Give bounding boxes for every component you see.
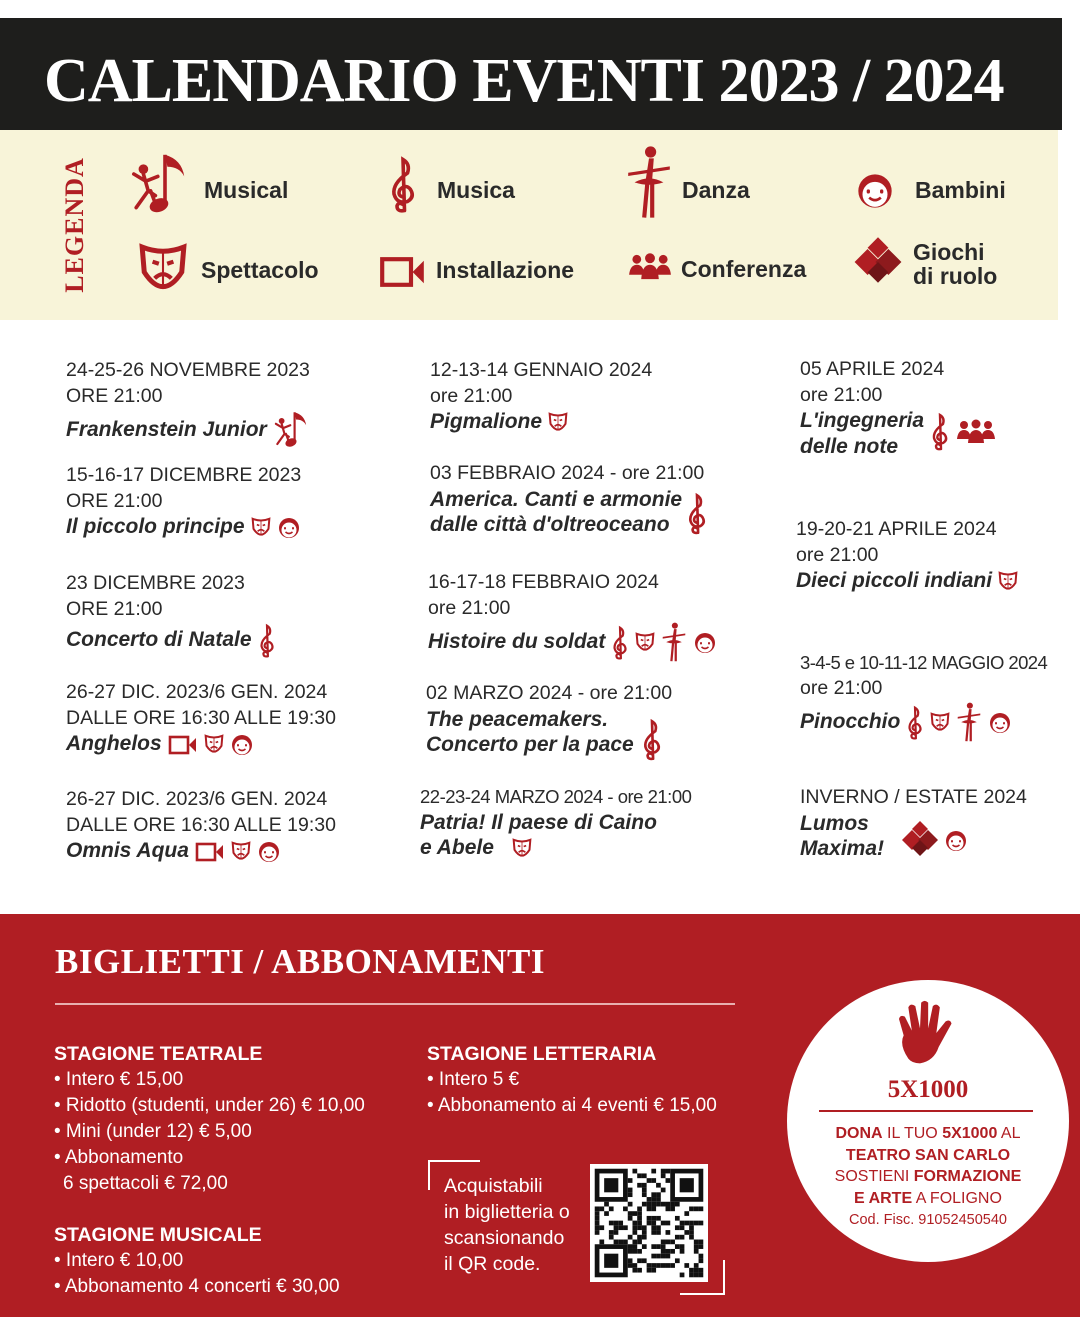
dancer-icon [661, 621, 687, 665]
child-face-icon [257, 840, 281, 864]
event-title: America. Canti e armonie [430, 487, 683, 511]
treble-clef-icon [906, 703, 924, 743]
child-face-icon [277, 516, 301, 540]
donation-title: 5X1000 [887, 1076, 969, 1103]
video-camera-icon [379, 254, 427, 290]
people-group-icon [956, 418, 996, 446]
legend-danza-label: Danza [682, 177, 750, 203]
event-title: Lumos [800, 811, 869, 835]
event-pigmalione: 12-13-14 GENNAIO 2024 ore 21:00 Pigmalione [430, 359, 653, 433]
event-title: Frankenstein Junior [66, 418, 267, 442]
legend-musica-label: Musica [437, 177, 515, 203]
donation-text: DONA IL TUO 5X1000 AL TEATRO SAN CARLO SOSTIENI FORMAZIONE E ARTE A FOLIGNO Cod. Fisc. 91052450540 [834, 1125, 1022, 1228]
theatre-mask-icon [930, 712, 950, 734]
event-pinocchio: 3-4-5 e 10-11-12 MAGGIO 2024 ore 21:00 Pinocchio [800, 650, 1047, 745]
theatre-mask-icon [998, 571, 1018, 593]
treble-clef-icon [258, 622, 276, 660]
theatre-mask-icon [251, 517, 271, 539]
donation-badge [787, 980, 1069, 1262]
event-title: Dieci piccoli indiani [796, 569, 993, 592]
legend-conferenza-label: Conferenza [681, 256, 807, 282]
event-piccolo-principe: 15-16-17 DICEMBRE 2023 ORE 21:00 Il piccolo principe [66, 464, 302, 538]
qr-code[interactable] [590, 1164, 708, 1282]
event-concerto-natale: 23 DICEMBRE 2023 ORE 21:00 Concerto di Natale [66, 571, 276, 660]
event-title-line2: e Abele [420, 836, 494, 859]
theatre-mask-icon [231, 841, 251, 863]
event-title-line2: Maxima! [800, 837, 885, 860]
legend-bambini-label: Bambini [915, 177, 1006, 203]
event-title: Concerto di Natale [66, 628, 252, 652]
event-title: Il piccolo principe [66, 515, 245, 538]
diamonds-icon [900, 820, 940, 860]
treble-clef-icon [388, 150, 418, 220]
child-face-icon [944, 829, 968, 853]
theatre-mask-icon [204, 734, 224, 756]
musical-icon [273, 409, 309, 453]
event-title: Patria! Il paese di Caino [420, 810, 657, 834]
treble-clef-icon [641, 716, 663, 764]
header-banner [0, 18, 1062, 130]
event-america: 03 FEBBRAIO 2024 - ore 21:00 America. Canti e armonie dalle città d'oltreoceano [430, 462, 705, 536]
legend-spettacolo-label: Spettacolo [201, 257, 319, 283]
theatre-mask-icon [635, 632, 655, 654]
event-peacemakers: 02 MARZO 2024 - ore 21:00 The peacemakers. Concerto per la pace [426, 682, 673, 756]
event-title: Omnis Aqua [66, 839, 189, 862]
diamonds-icon [852, 236, 904, 288]
event-title: Anghelos [66, 732, 162, 755]
event-patria: 22-23-24 MARZO 2024 - ore 21:00 Patria! Il paese di Caino e Abele [420, 786, 692, 859]
treble-clef-icon [930, 410, 950, 454]
child-face-icon [693, 631, 717, 655]
dancer-icon [624, 144, 674, 224]
event-title: Pinocchio [800, 710, 901, 734]
stagione-letteraria: STAGIONE LETTERARIA • Intero 5 € • Abbonamento ai 4 eventi € 15,00 [427, 1043, 717, 1116]
page-title: CALENDARIO EVENTI 2023 / 2024 [44, 47, 1004, 115]
legend-installazione-label: Installazione [436, 257, 575, 283]
event-ingegneria: 05 APRILE 2024 ore 21:00 L'ingegneria delle note [800, 358, 945, 458]
event-dieci-piccoli-indiani: 19-20-21 APRILE 2024 ore 21:00 Dieci piccoli indiani [796, 517, 1018, 595]
legend-title: LEGENDA [59, 157, 89, 293]
legend-giochi-label: Giochi di ruolo [913, 239, 998, 289]
people-group-icon [628, 252, 672, 282]
divider [819, 1110, 1033, 1112]
stagione-teatrale: STAGIONE TEATRALE • Intero € 15,00 • Ridotto (studenti, under 26) € 10,00 • Mini (under 12) € 5,00 • Abbonamento 6 spettacoli € 72,00 [54, 1043, 365, 1194]
dancer-icon [956, 701, 982, 745]
hand-icon [892, 998, 962, 1068]
event-title-line2: dalle città d'oltreoceano [430, 513, 670, 536]
event-frankenstein: 24-25-26 NOVEMBRE 2023 ORE 21:00 Frankenstein Junior [66, 358, 310, 453]
event-anghelos: 26-27 DIC. 2023/6 GEN. 2024 DALLE ORE 16:30 ALLE 19:30 Anghelos [66, 681, 336, 755]
event-lumos-maxima: INVERNO / ESTATE 2024 Lumos Maxima! [800, 786, 1027, 860]
child-face-icon [855, 171, 895, 211]
event-omnis-aqua: 26-27 DIC. 2023/6 GEN. 2024 DALLE ORE 16:30 ALLE 19:30 Omnis Aqua [66, 788, 336, 862]
event-histoire-soldat: 16-17-18 FEBBRAIO 2024 ore 21:00 Histoire du soldat [428, 570, 717, 665]
theatre-mask-icon [512, 838, 532, 860]
theatre-mask-icon [548, 412, 568, 434]
treble-clef-icon [611, 623, 629, 663]
video-camera-icon [195, 841, 225, 863]
legend-musical-label: Musical [204, 177, 289, 203]
event-title: Histoire du soldat [428, 630, 606, 654]
divider [55, 1003, 735, 1005]
event-title: The peacemakers. [426, 707, 609, 731]
musical-icon [128, 150, 190, 222]
video-camera-icon [168, 734, 198, 756]
tickets-title: BIGLIETTI / ABBONAMENTI [55, 942, 545, 981]
theatre-mask-icon [138, 242, 188, 298]
child-face-icon [988, 711, 1012, 735]
child-face-icon [230, 733, 254, 757]
stagione-musicale: STAGIONE MUSICALE • Intero € 10,00 • Abbonamento 4 concerti € 30,00 [54, 1224, 340, 1297]
event-title-line2: delle note [800, 434, 899, 458]
qr-instructions: Acquistabili in biglietteria o scansionando il QR code. [444, 1175, 570, 1275]
event-title: Pigmalione [430, 410, 543, 433]
treble-clef-icon [686, 489, 708, 539]
event-title-line2: Concerto per la pace [426, 733, 634, 756]
event-title: L'ingegneria [800, 409, 925, 432]
